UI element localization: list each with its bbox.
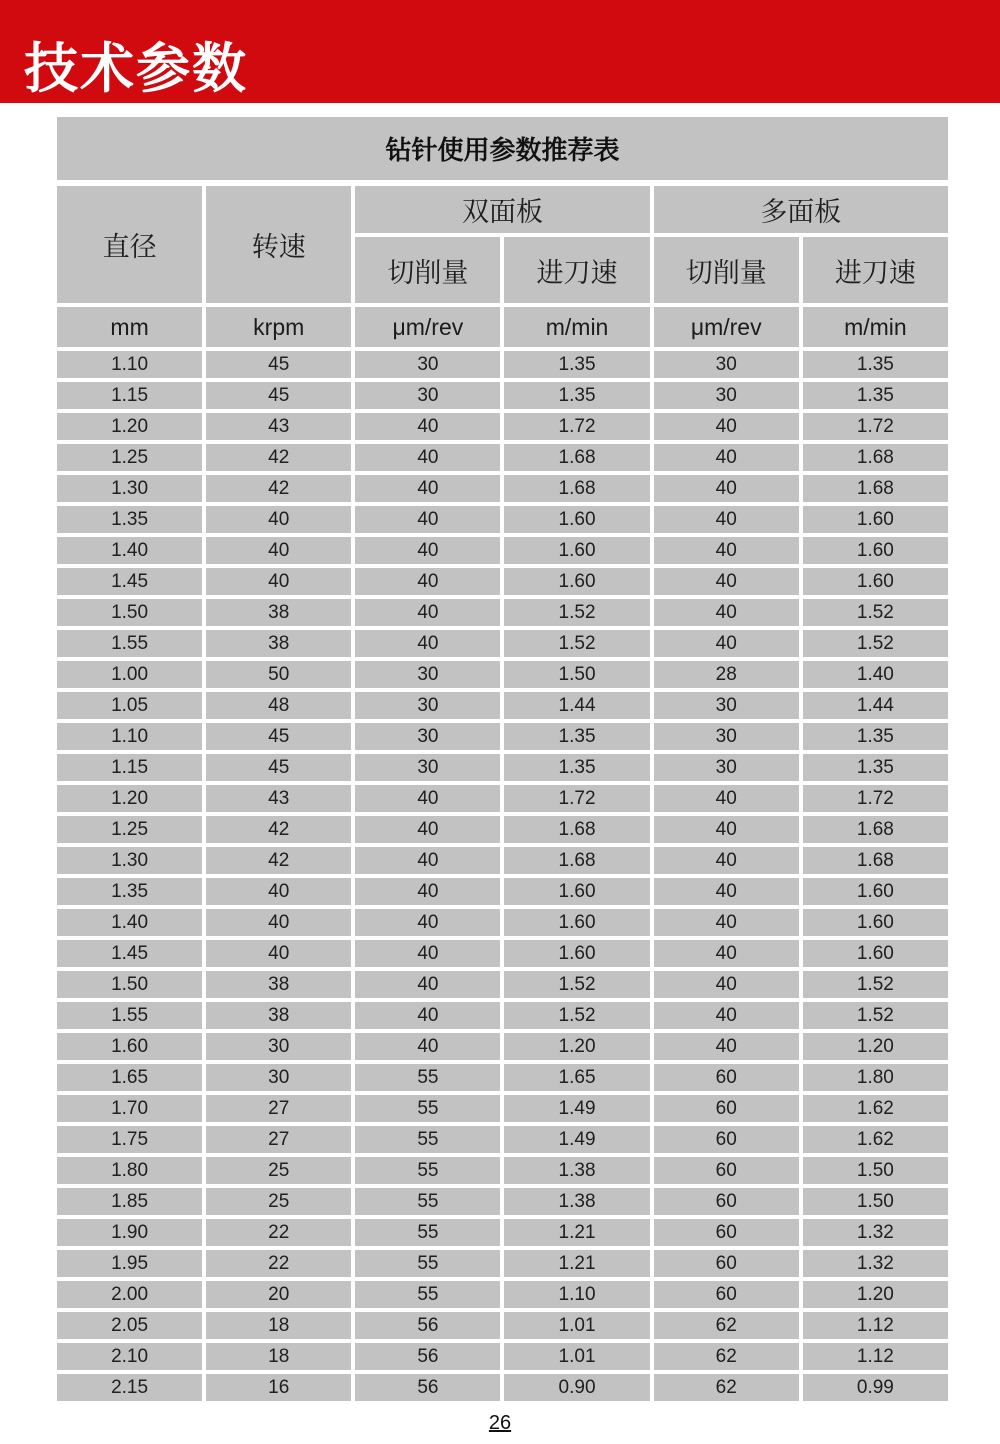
data-cell: 60 [652, 1155, 801, 1186]
unit-cell-krpm: krpm [204, 305, 353, 349]
data-cell: 1.12 [801, 1310, 950, 1341]
data-cell: 40 [353, 628, 502, 659]
data-cell: 27 [204, 1093, 353, 1124]
data-cell: 40 [204, 535, 353, 566]
table-row [55, 566, 950, 597]
data-cell: 1.68 [502, 845, 651, 876]
data-cell: 55 [353, 1186, 502, 1217]
data-cell: 40 [652, 535, 801, 566]
data-cell: 1.21 [502, 1217, 651, 1248]
data-cell: 1.50 [55, 597, 204, 628]
data-cell: 48 [204, 690, 353, 721]
data-cell: 1.10 [55, 349, 204, 380]
data-cell: 40 [353, 938, 502, 969]
data-cell: 56 [353, 1372, 502, 1403]
table-row [55, 1341, 950, 1372]
data-cell: 62 [652, 1310, 801, 1341]
table-row [55, 1217, 950, 1248]
data-cell: 2.15 [55, 1372, 204, 1403]
data-cell: 40 [652, 597, 801, 628]
data-cell: 45 [204, 721, 353, 752]
table-row [55, 504, 950, 535]
unit-cell-m-min-double: m/min [502, 305, 651, 349]
data-cell: 40 [652, 783, 801, 814]
table-row [55, 907, 950, 938]
data-cell: 55 [353, 1248, 502, 1279]
data-cell: 1.25 [55, 442, 204, 473]
data-cell: 1.49 [502, 1124, 651, 1155]
data-cell: 40 [353, 783, 502, 814]
data-cell: 30 [353, 659, 502, 690]
unit-cell-um-rev-double: μm/rev [353, 305, 502, 349]
data-cell: 1.60 [801, 907, 950, 938]
table-row [55, 380, 950, 411]
table-row [55, 1279, 950, 1310]
data-cell: 1.30 [55, 473, 204, 504]
data-cell: 60 [652, 1093, 801, 1124]
data-cell: 30 [204, 1031, 353, 1062]
data-cell: 18 [204, 1341, 353, 1372]
data-cell: 40 [652, 628, 801, 659]
data-cell: 1.35 [502, 380, 651, 411]
table-row [55, 1155, 950, 1186]
data-cell: 30 [204, 1062, 353, 1093]
table-row [55, 535, 950, 566]
red-header-banner [0, 0, 1000, 103]
table-row [55, 969, 950, 1000]
data-cell: 1.90 [55, 1217, 204, 1248]
data-cell: 40 [652, 473, 801, 504]
table-row [55, 628, 950, 659]
data-cell: 40 [353, 597, 502, 628]
data-cell: 25 [204, 1155, 353, 1186]
data-cell: 1.10 [55, 721, 204, 752]
data-cell: 40 [353, 907, 502, 938]
table-row [55, 597, 950, 628]
data-cell: 55 [353, 1217, 502, 1248]
data-cell: 56 [353, 1341, 502, 1372]
data-cell: 20 [204, 1279, 353, 1310]
data-cell: 1.62 [801, 1124, 950, 1155]
data-cell: 40 [353, 1031, 502, 1062]
table-row [55, 1093, 950, 1124]
data-cell: 1.35 [502, 349, 651, 380]
data-cell: 1.35 [502, 752, 651, 783]
data-cell: 40 [353, 969, 502, 1000]
table-header-group-row [55, 183, 950, 235]
column-header-speed: 转速 [204, 183, 353, 305]
data-cell: 1.68 [801, 473, 950, 504]
section-title: 技术参数 [24, 39, 248, 99]
data-cell: 1.72 [502, 783, 651, 814]
data-cell: 2.00 [55, 1279, 204, 1310]
data-cell: 45 [204, 380, 353, 411]
data-cell: 40 [652, 938, 801, 969]
data-cell: 40 [353, 535, 502, 566]
data-cell: 1.60 [502, 907, 651, 938]
data-cell: 30 [652, 690, 801, 721]
data-cell: 1.60 [801, 504, 950, 535]
data-cell: 30 [353, 721, 502, 752]
table-row [55, 1310, 950, 1341]
data-cell: 40 [652, 845, 801, 876]
data-cell: 40 [353, 876, 502, 907]
data-cell: 40 [652, 442, 801, 473]
data-cell: 1.60 [801, 938, 950, 969]
data-cell: 42 [204, 473, 353, 504]
data-cell: 1.50 [55, 969, 204, 1000]
data-cell: 40 [652, 1000, 801, 1031]
data-cell: 1.20 [502, 1031, 651, 1062]
data-cell: 40 [353, 411, 502, 442]
data-cell: 1.30 [55, 845, 204, 876]
data-cell: 1.55 [55, 628, 204, 659]
table-row [55, 1031, 950, 1062]
data-cell: 1.00 [55, 659, 204, 690]
data-cell: 30 [353, 690, 502, 721]
data-cell: 1.60 [801, 535, 950, 566]
data-cell: 1.35 [502, 721, 651, 752]
data-cell: 30 [652, 380, 801, 411]
data-cell: 1.35 [801, 380, 950, 411]
data-cell: 1.35 [801, 721, 950, 752]
data-cell: 27 [204, 1124, 353, 1155]
data-cell: 1.68 [502, 473, 651, 504]
data-cell: 1.68 [801, 845, 950, 876]
data-cell: 1.60 [502, 938, 651, 969]
data-cell: 25 [204, 1186, 353, 1217]
data-cell: 50 [204, 659, 353, 690]
table-units-row [55, 305, 950, 349]
data-cell: 40 [353, 473, 502, 504]
data-cell: 43 [204, 411, 353, 442]
column-header-diameter: 直径 [55, 183, 204, 305]
data-cell: 1.52 [801, 628, 950, 659]
data-cell: 1.68 [502, 442, 651, 473]
data-cell: 40 [204, 907, 353, 938]
data-cell: 42 [204, 814, 353, 845]
data-cell: 0.90 [502, 1372, 651, 1403]
table-row [55, 1000, 950, 1031]
data-cell: 2.05 [55, 1310, 204, 1341]
data-cell: 45 [204, 752, 353, 783]
column-group-double-sided-board: 双面板 [353, 183, 651, 235]
data-cell: 60 [652, 1062, 801, 1093]
data-cell: 1.60 [502, 504, 651, 535]
page-number [0, 1412, 1000, 1435]
data-cell: 1.45 [55, 938, 204, 969]
data-cell: 62 [652, 1341, 801, 1372]
table-row [55, 659, 950, 690]
data-cell: 1.52 [502, 969, 651, 1000]
data-cell: 1.85 [55, 1186, 204, 1217]
data-cell: 40 [353, 845, 502, 876]
column-group-multilayer-board: 多面板 [652, 183, 950, 235]
parameter-table [53, 113, 952, 1405]
data-cell: 1.44 [801, 690, 950, 721]
data-cell: 1.35 [801, 349, 950, 380]
data-cell: 28 [652, 659, 801, 690]
data-cell: 1.21 [502, 1248, 651, 1279]
data-cell: 1.12 [801, 1341, 950, 1372]
data-cell: 40 [204, 566, 353, 597]
data-cell: 1.80 [801, 1062, 950, 1093]
column-header-chip-load-multi: 切削量 [652, 235, 801, 305]
data-cell: 1.70 [55, 1093, 204, 1124]
data-cell: 22 [204, 1248, 353, 1279]
data-cell: 38 [204, 597, 353, 628]
data-cell: 1.15 [55, 752, 204, 783]
data-cell: 1.32 [801, 1248, 950, 1279]
data-cell: 1.60 [55, 1031, 204, 1062]
data-cell: 22 [204, 1217, 353, 1248]
data-cell: 1.49 [502, 1093, 651, 1124]
data-cell: 30 [353, 752, 502, 783]
data-cell: 40 [652, 1031, 801, 1062]
data-cell: 38 [204, 628, 353, 659]
data-cell: 1.60 [502, 566, 651, 597]
data-cell: 38 [204, 969, 353, 1000]
table-row [55, 690, 950, 721]
data-cell: 40 [353, 442, 502, 473]
data-cell: 1.40 [801, 659, 950, 690]
data-cell: 40 [652, 876, 801, 907]
table-row [55, 1062, 950, 1093]
data-cell: 55 [353, 1062, 502, 1093]
data-cell: 1.40 [55, 535, 204, 566]
data-cell: 1.72 [801, 783, 950, 814]
table-row [55, 876, 950, 907]
data-cell: 1.38 [502, 1186, 651, 1217]
data-cell: 1.68 [502, 814, 651, 845]
table-row [55, 783, 950, 814]
data-cell: 1.05 [55, 690, 204, 721]
data-cell: 1.10 [502, 1279, 651, 1310]
data-cell: 1.62 [801, 1093, 950, 1124]
table-row [55, 1124, 950, 1155]
table-row [55, 349, 950, 380]
data-cell: 42 [204, 442, 353, 473]
column-header-feed-rate-double: 进刀速 [502, 235, 651, 305]
data-cell: 1.15 [55, 380, 204, 411]
data-cell: 40 [204, 876, 353, 907]
data-cell: 30 [652, 752, 801, 783]
data-cell: 1.01 [502, 1341, 651, 1372]
data-cell: 60 [652, 1124, 801, 1155]
data-cell: 60 [652, 1248, 801, 1279]
table-row [55, 473, 950, 504]
data-cell: 1.52 [801, 969, 950, 1000]
data-cell: 38 [204, 1000, 353, 1031]
data-cell: 1.20 [801, 1031, 950, 1062]
data-cell: 1.72 [801, 411, 950, 442]
unit-cell-m-min-multi: m/min [801, 305, 950, 349]
data-cell: 1.20 [55, 411, 204, 442]
data-cell: 1.35 [801, 752, 950, 783]
data-cell: 30 [652, 721, 801, 752]
data-cell: 40 [652, 969, 801, 1000]
page-number-value: 26 [488, 1412, 512, 1434]
data-cell: 40 [652, 566, 801, 597]
table-row [55, 938, 950, 969]
data-cell: 40 [353, 814, 502, 845]
table-row [55, 1248, 950, 1279]
data-cell: 1.50 [801, 1186, 950, 1217]
data-cell: 40 [652, 907, 801, 938]
table-title: 钻针使用参数推荐表 [55, 115, 950, 183]
data-cell: 62 [652, 1372, 801, 1403]
data-cell: 1.65 [55, 1062, 204, 1093]
data-cell: 60 [652, 1217, 801, 1248]
unit-cell-mm: mm [55, 305, 204, 349]
data-cell: 40 [652, 411, 801, 442]
data-cell: 45 [204, 349, 353, 380]
data-cell: 1.20 [55, 783, 204, 814]
table-row [55, 721, 950, 752]
data-cell: 55 [353, 1093, 502, 1124]
data-cell: 1.60 [801, 566, 950, 597]
table-row [55, 752, 950, 783]
data-cell: 40 [204, 938, 353, 969]
data-cell: 40 [204, 504, 353, 535]
data-cell: 1.52 [502, 597, 651, 628]
data-cell: 1.52 [801, 1000, 950, 1031]
data-cell: 1.45 [55, 566, 204, 597]
table-row [55, 442, 950, 473]
data-cell: 60 [652, 1279, 801, 1310]
data-cell: 30 [353, 349, 502, 380]
table-row [55, 1186, 950, 1217]
data-cell: 1.38 [502, 1155, 651, 1186]
data-cell: 40 [652, 814, 801, 845]
data-cell: 1.52 [801, 597, 950, 628]
data-cell: 60 [652, 1186, 801, 1217]
data-cell: 1.75 [55, 1124, 204, 1155]
data-cell: 1.68 [801, 814, 950, 845]
data-cell: 40 [353, 566, 502, 597]
table-title-row [55, 115, 950, 183]
data-cell: 1.40 [55, 907, 204, 938]
data-cell: 40 [353, 1000, 502, 1031]
data-cell: 1.72 [502, 411, 651, 442]
data-cell: 1.60 [502, 535, 651, 566]
data-cell: 1.60 [801, 876, 950, 907]
data-cell: 1.55 [55, 1000, 204, 1031]
data-cell: 18 [204, 1310, 353, 1341]
table-row [55, 1372, 950, 1403]
table-row [55, 411, 950, 442]
data-cell: 1.52 [502, 1000, 651, 1031]
data-cell: 16 [204, 1372, 353, 1403]
data-cell: 42 [204, 845, 353, 876]
data-cell: 30 [652, 349, 801, 380]
data-cell: 1.32 [801, 1217, 950, 1248]
data-cell: 1.65 [502, 1062, 651, 1093]
data-cell: 55 [353, 1279, 502, 1310]
data-cell: 1.68 [801, 442, 950, 473]
data-cell: 56 [353, 1310, 502, 1341]
data-cell: 1.35 [55, 876, 204, 907]
data-cell: 1.35 [55, 504, 204, 535]
data-cell: 1.20 [801, 1279, 950, 1310]
data-cell: 1.80 [55, 1155, 204, 1186]
data-cell: 55 [353, 1124, 502, 1155]
data-cell: 1.50 [801, 1155, 950, 1186]
data-cell: 40 [652, 504, 801, 535]
data-cell: 43 [204, 783, 353, 814]
table-row [55, 814, 950, 845]
data-cell: 1.44 [502, 690, 651, 721]
data-cell: 2.10 [55, 1341, 204, 1372]
unit-cell-um-rev-multi: μm/rev [652, 305, 801, 349]
column-header-feed-rate-multi: 进刀速 [801, 235, 950, 305]
column-header-chip-load-double: 切削量 [353, 235, 502, 305]
table-row [55, 845, 950, 876]
data-cell: 30 [353, 380, 502, 411]
data-cell: 0.99 [801, 1372, 950, 1403]
data-cell: 1.60 [502, 876, 651, 907]
data-cell: 1.50 [502, 659, 651, 690]
data-cell: 1.25 [55, 814, 204, 845]
data-cell: 1.95 [55, 1248, 204, 1279]
data-cell: 1.52 [502, 628, 651, 659]
data-cell: 55 [353, 1155, 502, 1186]
data-cell: 40 [353, 504, 502, 535]
data-cell: 1.01 [502, 1310, 651, 1341]
